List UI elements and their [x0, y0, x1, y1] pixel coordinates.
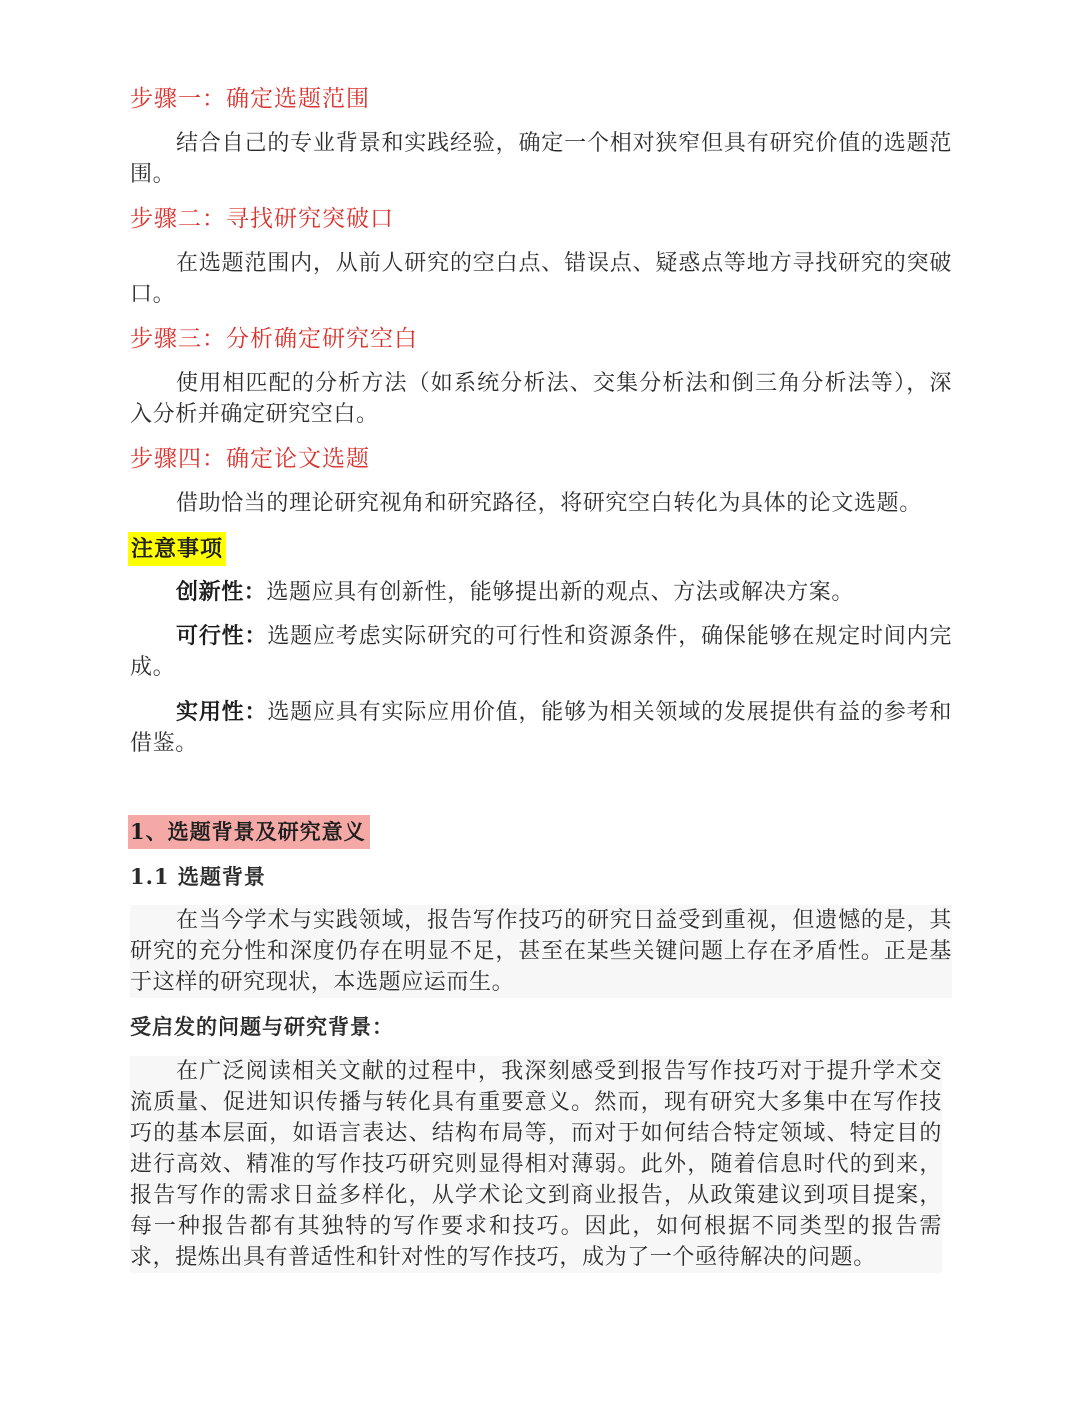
step-1-body: 结合自己的专业背景和实践经验，确定一个相对狭窄但具有研究价值的选题范围。 [130, 131, 952, 187]
notice-item-innovation [130, 577, 952, 608]
notice-heading: 注意事项 [128, 532, 226, 566]
section-subheading: 1.1 选题背景 [130, 864, 266, 889]
step-2-heading: 步骤二：寻找研究突破口 [130, 206, 394, 232]
background-paragraph: 在当今学术与实践领域，报告写作技巧的研究日益受到重视，但遗憾的是，其研究的充分性和深度仍存在明显不足，甚至在某些关键问题上存在矛盾性。正是基于这样的研究现状，本选题应运而生。 [130, 905, 952, 998]
notice-item-text: 选题应具有实际应用价值，能够为相关领域的发展提供有益的参考和借鉴。 [130, 700, 952, 756]
notice-item-text: 选题应具有创新性，能够提出新的观点、方法或解决方案。 [266, 580, 855, 605]
notice-item-label: 创新性： [176, 579, 267, 605]
step-4-body: 借助恰当的理论研究视角和研究路径，将研究空白转化为具体的论文选题。 [176, 491, 922, 516]
notice-item-practicality [130, 697, 952, 759]
step-3-heading: 步骤三：分析确定研究空白 [130, 326, 418, 352]
inspired-heading: 受启发的问题与研究背景： [130, 1014, 394, 1039]
inspired-paragraph: 在广泛阅读相关文献的过程中，我深刻感受到报告写作技巧对于提升学术交流质量、促进知识传播与转化具有重要意义。然而，现有研究大多集中在写作技巧的基本层面，如语言表达、结构布局等，而对于如何结合特定领域、特定目的进行高效、精准的写作技巧研究则显得相对薄弱。此外，随着信息时代的到来，报告写作的需求日益多样化，从学术论文到商业报告，从政策建议到项目提案，每一种报告都有其独特的写作要求和技巧。因此，如何根据不同类型的报告需求，提炼出具有普适性和针对性的写作技巧，成为了一个亟待解决的问题。 [130, 1056, 942, 1273]
notice-item-text: 选题应考虑实际研究的可行性和资源条件，确保能够在规定时间内完成。 [130, 624, 952, 680]
step-2-body: 在选题范围内，从前人研究的空白点、错误点、疑惑点等地方寻找研究的突破口。 [130, 251, 952, 307]
notice-item-label: 实用性： [176, 699, 268, 725]
notice-item-feasibility [130, 621, 952, 683]
section-heading: 1、选题背景及研究意义 [128, 815, 370, 849]
step-1-heading: 步骤一：确定选题范围 [130, 86, 370, 112]
notice-item-label: 可行性： [176, 623, 268, 649]
step-3-body: 使用相匹配的分析方法（如系统分析法、交集分析法和倒三角分析法等），深入分析并确定研究空白。 [130, 371, 952, 427]
step-4-heading: 步骤四：确定论文选题 [130, 446, 370, 472]
